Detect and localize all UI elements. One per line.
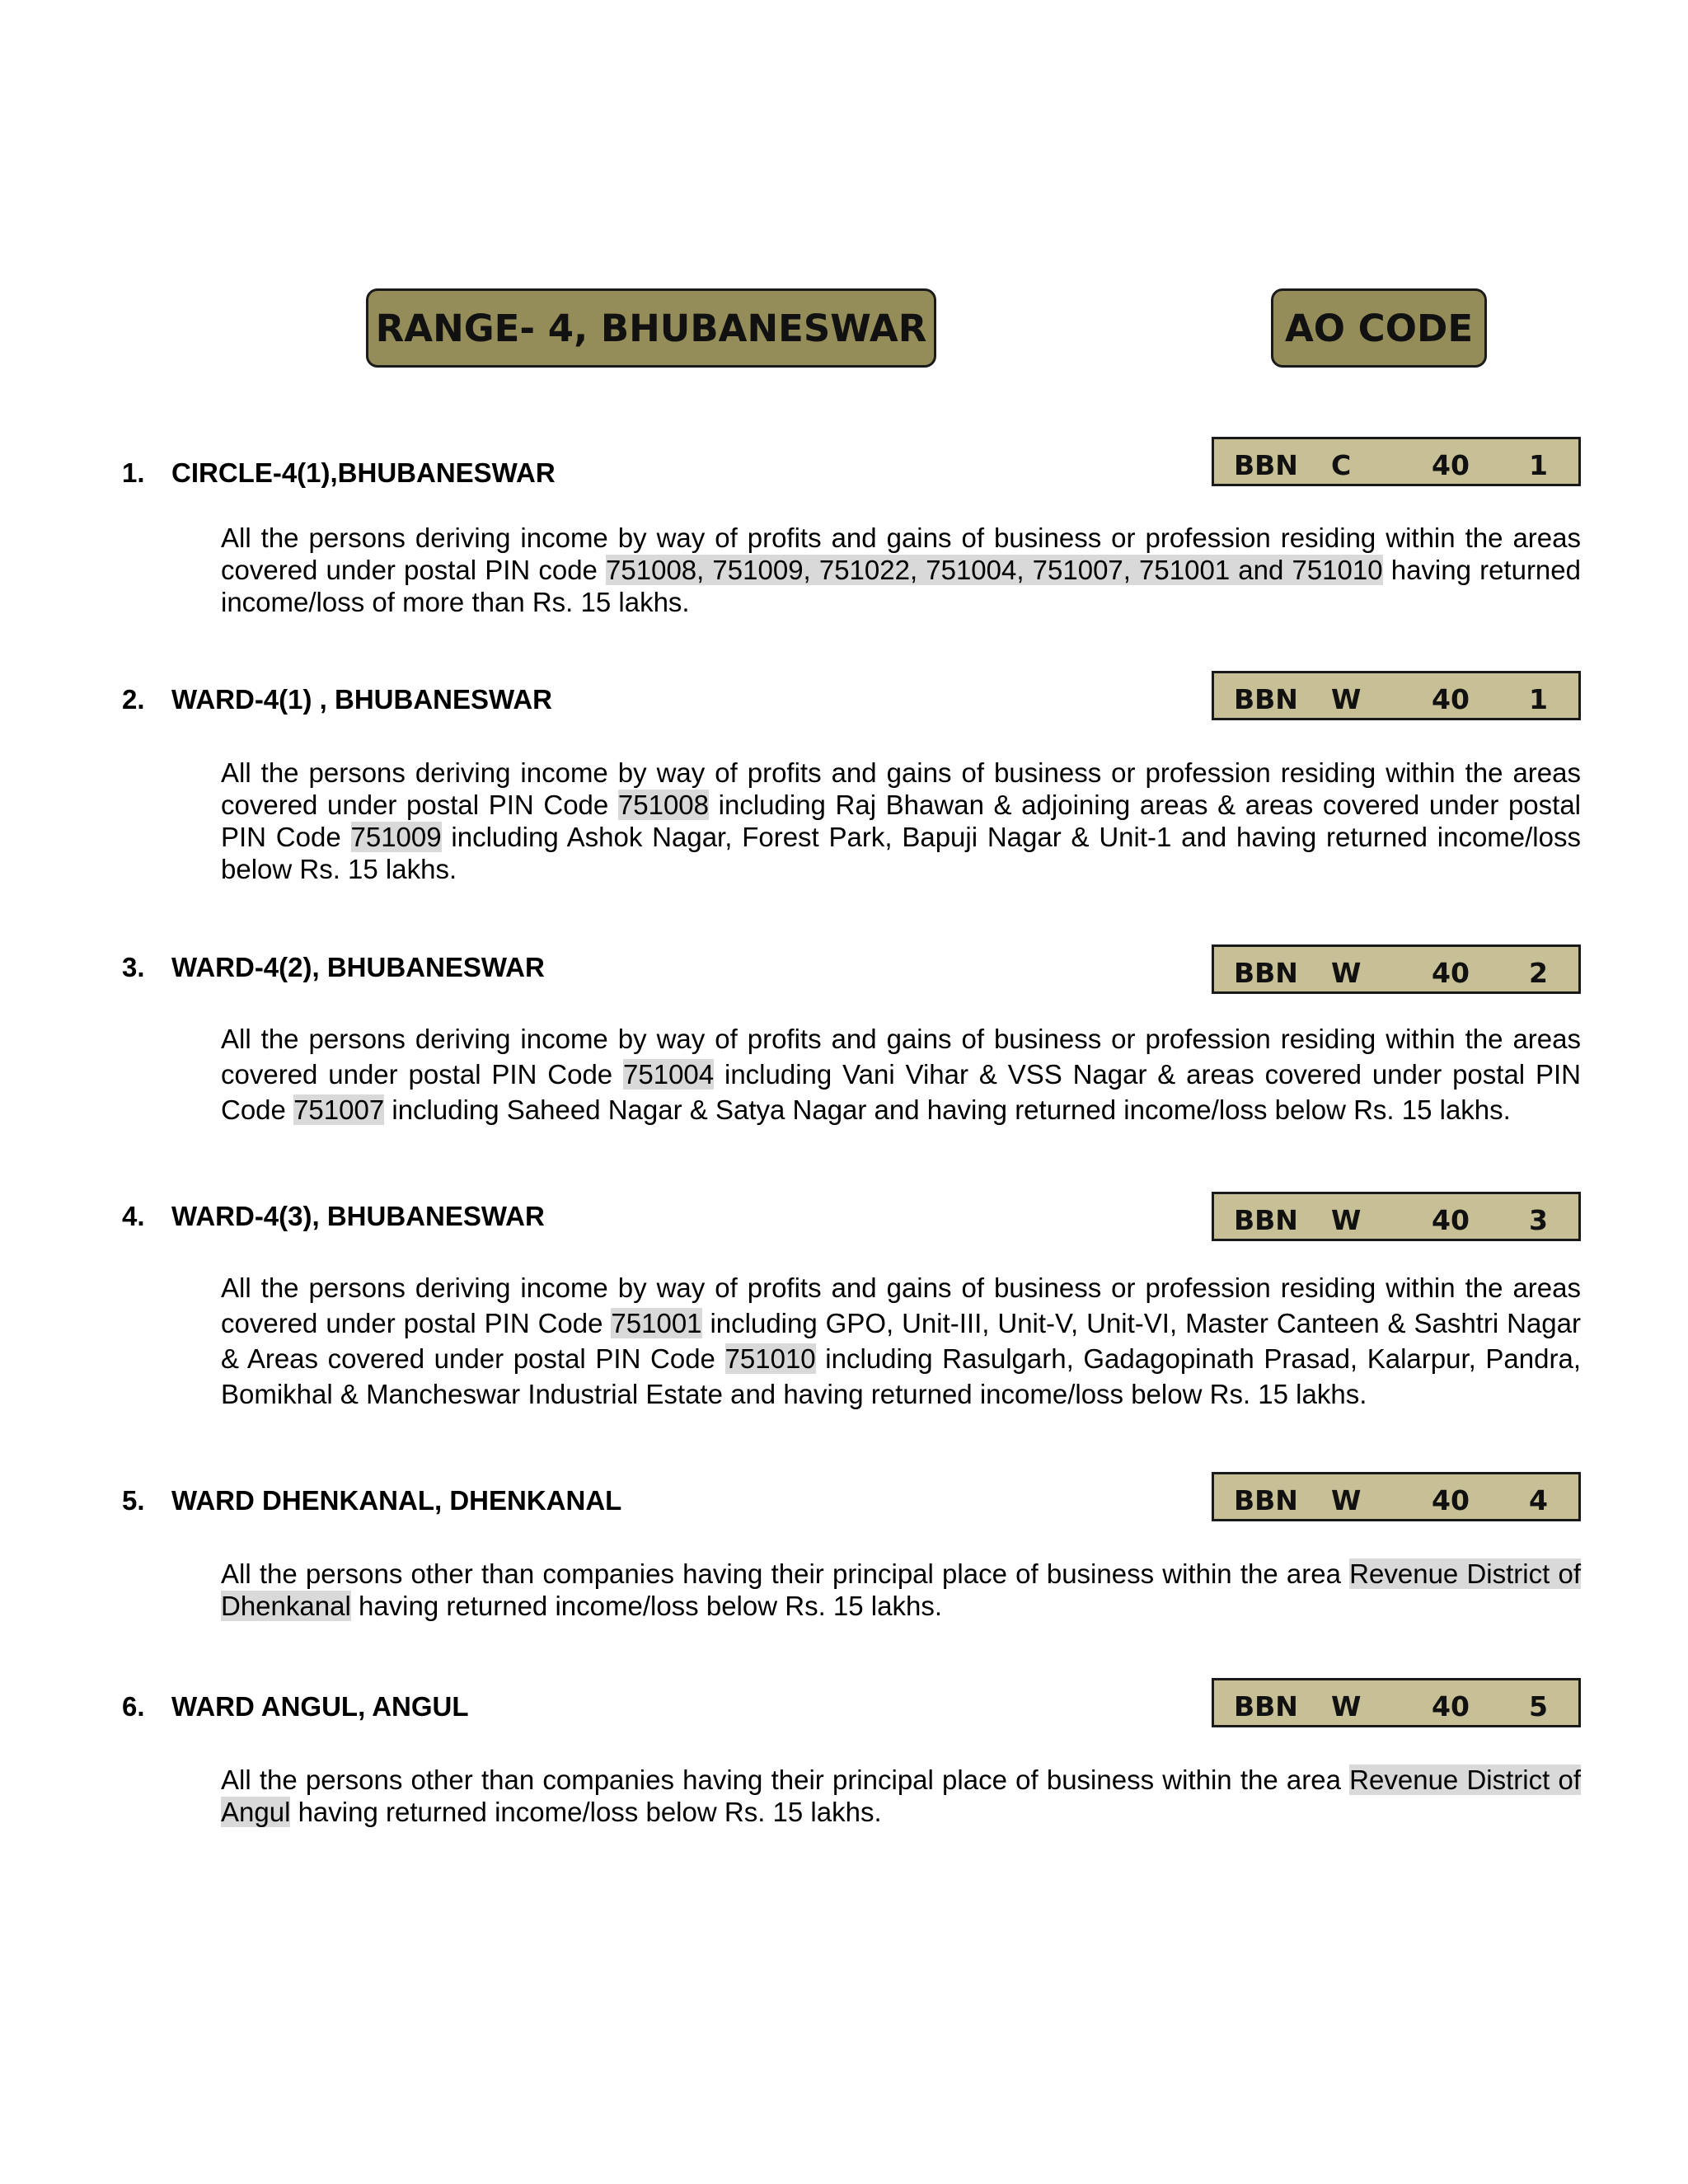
code-area: BBN — [1234, 1204, 1298, 1236]
code-range: 40 — [1432, 449, 1470, 481]
ao-code-box — [1212, 1472, 1581, 1521]
ao-code-title-box — [1271, 288, 1487, 368]
section-description: All the persons deriving income by way of profits and gains of business or profession residing within the areas covered under postal PIN Code 751004 including Vani Vihar & VSS Nagar & areas covered under postal PIN Code 751007 including Saheed Nagar & Satya Nagar and having returned income/loss below Rs. 15 lakhs. — [221, 1024, 1581, 1125]
code-number: 4 — [1529, 1484, 1548, 1516]
code-number: 5 — [1529, 1690, 1548, 1722]
pin-code-highlight: 751008, 751009, 751022, 751004, 751007, 751001 and 751010 — [606, 555, 1383, 585]
code-area: BBN — [1234, 957, 1298, 989]
code-area: BBN — [1234, 449, 1298, 481]
code-number: 3 — [1529, 1204, 1548, 1236]
ao-code-box — [1212, 437, 1581, 486]
ao-code-title: AO CODE — [1284, 306, 1474, 350]
range-title-box — [366, 288, 936, 368]
section-title — [122, 457, 556, 489]
ao-code-box — [1212, 1192, 1581, 1241]
section-description: All the persons other than companies having their principal place of business within the area Revenue District of Dhenkanal having returned income/loss below Rs. 15 lakhs. — [221, 1558, 1581, 1621]
section-number: 1. — [122, 457, 145, 488]
district-highlight: Revenue District of Angul — [221, 1765, 1581, 1827]
section-description: All the persons deriving income by way of profits and gains of business or profession residing within the areas covered under postal PIN Code 751001 including GPO, Unit-III, Unit-V, Unit-VI, Master Canteen & Sashtri Nagar & Areas covered under postal PIN Code 751010 including Rasulgarh, Gadagopinath Prasad, Kalarpur, Pandra, Bomikhal & Mancheswar Industrial Estate and having returned income/loss below Rs. 15 lakhs. — [221, 1272, 1582, 1409]
district-highlight: Revenue District of Dhenkanal — [221, 1558, 1581, 1621]
code-area: BBN — [1234, 683, 1298, 715]
section-name: WARD ANGUL, ANGUL — [171, 1691, 469, 1722]
range-title: RANGE- 4, BHUBANESWAR — [375, 306, 927, 350]
code-range: 40 — [1432, 1204, 1470, 1236]
code-type: W — [1331, 957, 1362, 989]
code-area: BBN — [1234, 1690, 1298, 1722]
section-title — [122, 1485, 621, 1516]
pin-code-highlight: 751010 — [724, 1343, 816, 1374]
section-title — [122, 1201, 545, 1232]
section-title — [122, 684, 552, 715]
section-title — [122, 952, 545, 983]
code-range: 40 — [1432, 683, 1470, 715]
section-number: 4. — [122, 1201, 145, 1231]
section-number: 5. — [122, 1485, 145, 1516]
code-type: W — [1331, 1204, 1362, 1236]
ao-code-box — [1212, 1678, 1581, 1727]
section-name: CIRCLE-4(1),BHUBANESWAR — [171, 457, 556, 488]
code-type: C — [1331, 449, 1352, 481]
pin-code-highlight: 751001 — [611, 1308, 702, 1338]
code-range: 40 — [1432, 957, 1470, 989]
code-range: 40 — [1432, 1690, 1470, 1722]
section-number: 3. — [122, 952, 145, 982]
section-name: WARD-4(1) , BHUBANESWAR — [171, 684, 552, 715]
section-description: All the persons other than companies having their principal place of business within the area Revenue District of Angul having returned income/loss below Rs. 15 lakhs. — [221, 1765, 1581, 1827]
section-name: WARD DHENKANAL, DHENKANAL — [171, 1485, 622, 1516]
code-type: W — [1331, 1690, 1362, 1722]
pin-code-highlight: 751008 — [617, 790, 710, 820]
section-description: All the persons deriving income by way of profits and gains of business or profession residing within the areas covered under postal PIN code 751008, 751009, 751022, 751004, 751007, 751001 and 751010 having returned income/loss of more than Rs. 15 lakhs. — [221, 523, 1581, 617]
pin-code-highlight: 751004 — [623, 1059, 715, 1090]
code-type: W — [1331, 683, 1362, 715]
section-title — [122, 1691, 469, 1722]
code-area: BBN — [1234, 1484, 1298, 1516]
section-description: All the persons deriving income by way of profits and gains of business or profession residing within the areas covered under postal PIN Code 751008 including Raj Bhawan & adjoining areas & areas covered under postal PIN Code 751009 including Ashok Nagar, Forest Park, Bapuji Nagar & Unit-1 and having returned income/loss below Rs. 15 lakhs. — [221, 757, 1581, 884]
code-number: 1 — [1529, 449, 1548, 481]
section-name: WARD-4(3), BHUBANESWAR — [171, 1201, 545, 1231]
section-name: WARD-4(2), BHUBANESWAR — [171, 952, 545, 982]
code-number: 1 — [1529, 683, 1548, 715]
section-number: 6. — [122, 1691, 145, 1722]
code-number: 2 — [1529, 957, 1548, 989]
ao-code-box — [1212, 944, 1581, 994]
section-number: 2. — [122, 684, 145, 715]
ao-code-box — [1212, 671, 1581, 720]
pin-code-highlight: 751009 — [350, 822, 442, 852]
code-range: 40 — [1432, 1484, 1470, 1516]
pin-code-highlight: 751007 — [293, 1094, 385, 1125]
code-type: W — [1331, 1484, 1362, 1516]
